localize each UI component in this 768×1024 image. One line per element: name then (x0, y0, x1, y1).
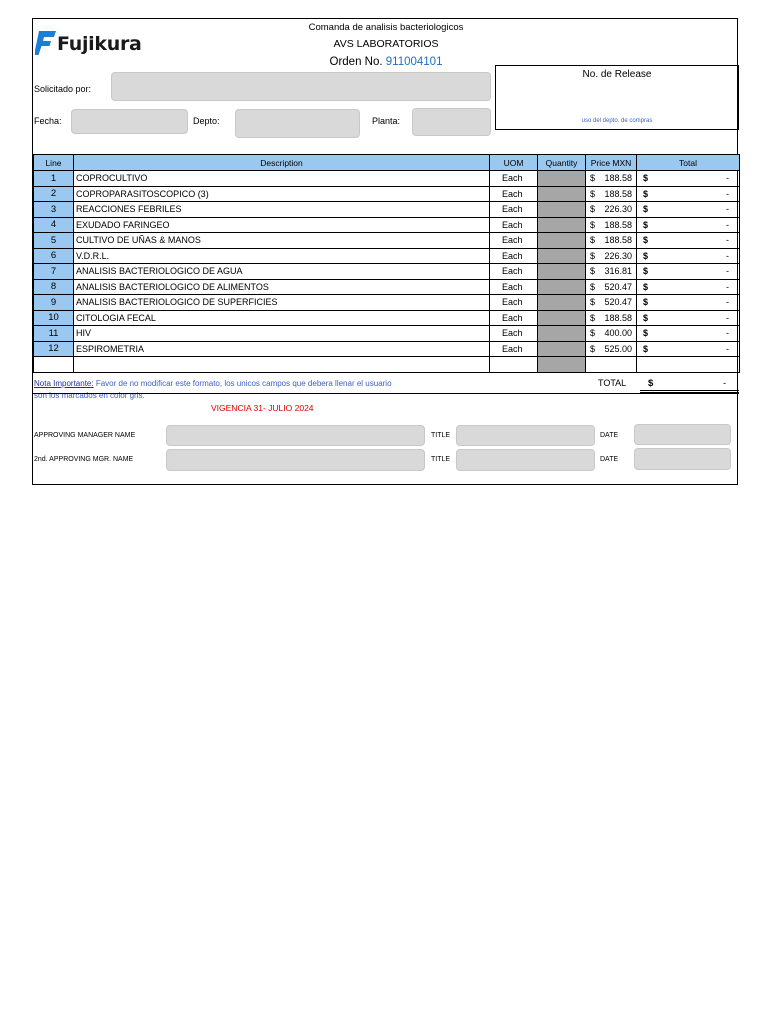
row-total-value: - (726, 281, 729, 292)
row-total (637, 326, 740, 342)
col-total: Total (637, 155, 740, 171)
row-quantity-input[interactable] (538, 171, 586, 187)
row-total-value: - (726, 250, 729, 261)
row-price-currency: $ (590, 281, 596, 292)
row-price (586, 186, 637, 202)
row-price (586, 202, 637, 218)
row-description: EXUDADO FARINGEO (74, 217, 490, 233)
row-description: ANALISIS BACTERIOLOGICO DE ALIMENTOS (74, 279, 490, 295)
manager2-date-field[interactable] (634, 448, 731, 470)
row-line: 12 (34, 341, 74, 357)
row-uom: Each (490, 295, 538, 311)
manager-date-label: DATE (600, 432, 619, 439)
table-header-row (34, 155, 740, 171)
row-price (586, 171, 637, 187)
row-price (586, 264, 637, 280)
row-quantity-input[interactable] (538, 233, 586, 249)
row-price-currency: $ (590, 297, 596, 308)
note-title: Nota Importante: (34, 379, 94, 388)
table-row (34, 186, 740, 202)
row-uom: Each (490, 186, 538, 202)
row-uom: Each (490, 202, 538, 218)
depto-field[interactable] (235, 109, 360, 138)
row-total-currency: $ (643, 250, 649, 261)
table-row (34, 217, 740, 233)
solicitado-label: Solicitado por: (34, 84, 92, 94)
row-quantity-input[interactable] (538, 279, 586, 295)
total-currency: $ (648, 378, 654, 389)
row-total-currency: $ (643, 312, 649, 323)
row-uom: Each (490, 233, 538, 249)
note-text-line1: Favor de no modificar este formato, los unicos campos que debera llenar el usuario (93, 379, 392, 388)
row-total (637, 202, 740, 218)
vigencia-text: VIGENCIA 31- JULIO 2024 (211, 403, 314, 413)
manager-title-field[interactable] (456, 425, 595, 446)
solicitado-field[interactable] (111, 72, 491, 101)
row-description: ANALISIS BACTERIOLOGICO DE AGUA (74, 264, 490, 280)
table-row (34, 310, 740, 326)
planta-field[interactable] (412, 108, 491, 136)
row-uom: Each (490, 279, 538, 295)
row-line: 7 (34, 264, 74, 280)
row-total-currency: $ (643, 266, 649, 277)
row-price-value: 188.58 (604, 219, 632, 230)
row-line: 1 (34, 171, 74, 187)
row-uom: Each (490, 326, 538, 342)
manager2-title-label: TITLE (431, 456, 451, 463)
row-total-currency: $ (643, 188, 649, 199)
important-note (34, 378, 434, 402)
row-total-currency: $ (643, 204, 649, 215)
form-title: Comanda de analisis bacteriologicos (308, 22, 464, 33)
row-line: 6 (34, 248, 74, 264)
row-description: REACCIONES FEBRILES (74, 202, 490, 218)
row-uom: Each (490, 248, 538, 264)
row-line: 5 (34, 233, 74, 249)
fecha-field[interactable] (71, 109, 188, 134)
row-quantity-input[interactable] (538, 341, 586, 357)
row-uom: Each (490, 341, 538, 357)
row-description: ANALISIS BACTERIOLOGICO DE SUPERFICIES (74, 295, 490, 311)
row-total-value: - (726, 312, 729, 323)
row-price-value: 188.58 (604, 235, 632, 246)
manager2-title-field[interactable] (456, 449, 595, 471)
empty-cell (490, 357, 538, 373)
row-total (637, 341, 740, 357)
row-total-value: - (726, 297, 729, 308)
row-total (637, 310, 740, 326)
row-price (586, 295, 637, 311)
row-total (637, 186, 740, 202)
manager-title-label: TITLE (431, 432, 451, 439)
table-row (34, 295, 740, 311)
row-price (586, 279, 637, 295)
row-description: V.D.R.L. (74, 248, 490, 264)
table-row (34, 264, 740, 280)
row-total (637, 264, 740, 280)
row-price-value: 188.58 (604, 188, 632, 199)
row-total (637, 248, 740, 264)
row-total-value: - (726, 173, 729, 184)
row-quantity-input[interactable] (538, 186, 586, 202)
fecha-label: Fecha: (34, 116, 62, 126)
row-total (637, 279, 740, 295)
order-number: 911004101 (385, 56, 443, 68)
row-price-value: 316.81 (604, 266, 632, 277)
row-price-value: 188.58 (604, 312, 632, 323)
section-divider (33, 393, 739, 394)
row-line: 9 (34, 295, 74, 311)
total-value: - (723, 378, 727, 389)
col-uom: UOM (490, 155, 538, 171)
row-quantity-input[interactable] (538, 295, 586, 311)
row-price-currency: $ (590, 204, 596, 215)
row-total-value: - (726, 343, 729, 354)
row-line: 4 (34, 217, 74, 233)
row-description: HIV (74, 326, 490, 342)
row-price-value: 400.00 (604, 328, 632, 339)
row-total-currency: $ (643, 235, 649, 246)
row-quantity-input[interactable] (538, 264, 586, 280)
col-line: Line (34, 155, 74, 171)
row-total-value: - (726, 204, 729, 215)
table-row (34, 202, 740, 218)
planta-label: Planta: (372, 116, 401, 126)
row-line: 3 (34, 202, 74, 218)
row-total (637, 217, 740, 233)
company-name: Fujikura (57, 33, 142, 55)
manager2-label: 2nd. APPROVING MGR. NAME (34, 456, 134, 463)
row-total-currency: $ (643, 328, 649, 339)
total-underline (640, 390, 739, 391)
lab-name: AVS LABORATORIOS (333, 38, 439, 50)
row-total (637, 295, 740, 311)
row-price-currency: $ (590, 328, 596, 339)
empty-cell (34, 357, 74, 373)
empty-cell (74, 357, 490, 373)
row-quantity-input[interactable] (538, 310, 586, 326)
row-total-currency: $ (643, 281, 649, 292)
row-price (586, 217, 637, 233)
row-price-currency: $ (590, 188, 596, 199)
table-row (34, 341, 740, 357)
col-description: Description (74, 155, 490, 171)
order-form (32, 18, 738, 485)
col-price: Price MXN (586, 155, 637, 171)
row-line: 8 (34, 279, 74, 295)
manager2-date-label: DATE (600, 456, 619, 463)
row-line: 10 (34, 310, 74, 326)
row-price-currency: $ (590, 266, 596, 277)
table-row (34, 279, 740, 295)
row-quantity-input[interactable] (538, 248, 586, 264)
table-row (34, 326, 740, 342)
row-total-currency: $ (643, 343, 649, 354)
manager2-name-field[interactable] (166, 449, 425, 471)
release-note: uso del depto. de compras (581, 118, 653, 124)
row-price-currency: $ (590, 219, 596, 230)
row-line: 2 (34, 186, 74, 202)
order-label: Orden No. (329, 56, 383, 68)
table-empty-row (34, 357, 740, 373)
row-uom: Each (490, 264, 538, 280)
empty-quantity-input[interactable] (538, 357, 586, 373)
row-price-currency: $ (590, 312, 596, 323)
row-price-value: 520.47 (604, 297, 632, 308)
row-price (586, 233, 637, 249)
row-price-currency: $ (590, 343, 596, 354)
row-description: CULTIVO DE UÑAS & MANOS (74, 233, 490, 249)
row-price (586, 248, 637, 264)
row-price-currency: $ (590, 173, 596, 184)
col-quantity: Quantity (538, 155, 586, 171)
row-price-currency: $ (590, 235, 596, 246)
manager-name-field[interactable] (166, 425, 425, 446)
items-table (33, 154, 740, 373)
row-total (637, 233, 740, 249)
row-total-currency: $ (643, 297, 649, 308)
manager-date-field[interactable] (634, 424, 731, 445)
table-row (34, 248, 740, 264)
row-quantity-input[interactable] (538, 202, 586, 218)
empty-cell (586, 357, 637, 373)
row-price-value: 188.58 (604, 173, 632, 184)
row-quantity-input[interactable] (538, 217, 586, 233)
row-total-value: - (726, 219, 729, 230)
row-price (586, 341, 637, 357)
table-row (34, 233, 740, 249)
row-quantity-input[interactable] (538, 326, 586, 342)
row-total (637, 171, 740, 187)
release-title: No. de Release (582, 69, 652, 80)
row-description: COPROPARASITOSCOPICO (3) (74, 186, 490, 202)
row-price-value: 226.30 (604, 250, 632, 261)
note-text-line2: son los marcados en color gris. (34, 391, 145, 400)
depto-label: Depto: (193, 116, 220, 126)
row-total-currency: $ (643, 173, 649, 184)
row-line: 11 (34, 326, 74, 342)
row-price-value: 226.30 (604, 204, 632, 215)
row-description: CITOLOGIA FECAL (74, 310, 490, 326)
row-total-value: - (726, 266, 729, 277)
table-row (34, 171, 740, 187)
row-price (586, 326, 637, 342)
row-price-value: 525.00 (604, 343, 632, 354)
row-total-value: - (726, 328, 729, 339)
row-total-value: - (726, 235, 729, 246)
manager-label: APPROVING MANAGER NAME (34, 432, 136, 439)
row-uom: Each (490, 310, 538, 326)
empty-cell (637, 357, 740, 373)
total-label: TOTAL (598, 378, 627, 388)
row-price-value: 520.47 (604, 281, 632, 292)
row-total-currency: $ (643, 219, 649, 230)
row-price (586, 310, 637, 326)
row-total-value: - (726, 188, 729, 199)
row-description: COPROCULTIVO (74, 171, 490, 187)
release-box (495, 65, 739, 130)
row-description: ESPIROMETRIA (74, 341, 490, 357)
row-uom: Each (490, 217, 538, 233)
row-price-currency: $ (590, 250, 596, 261)
row-uom: Each (490, 171, 538, 187)
